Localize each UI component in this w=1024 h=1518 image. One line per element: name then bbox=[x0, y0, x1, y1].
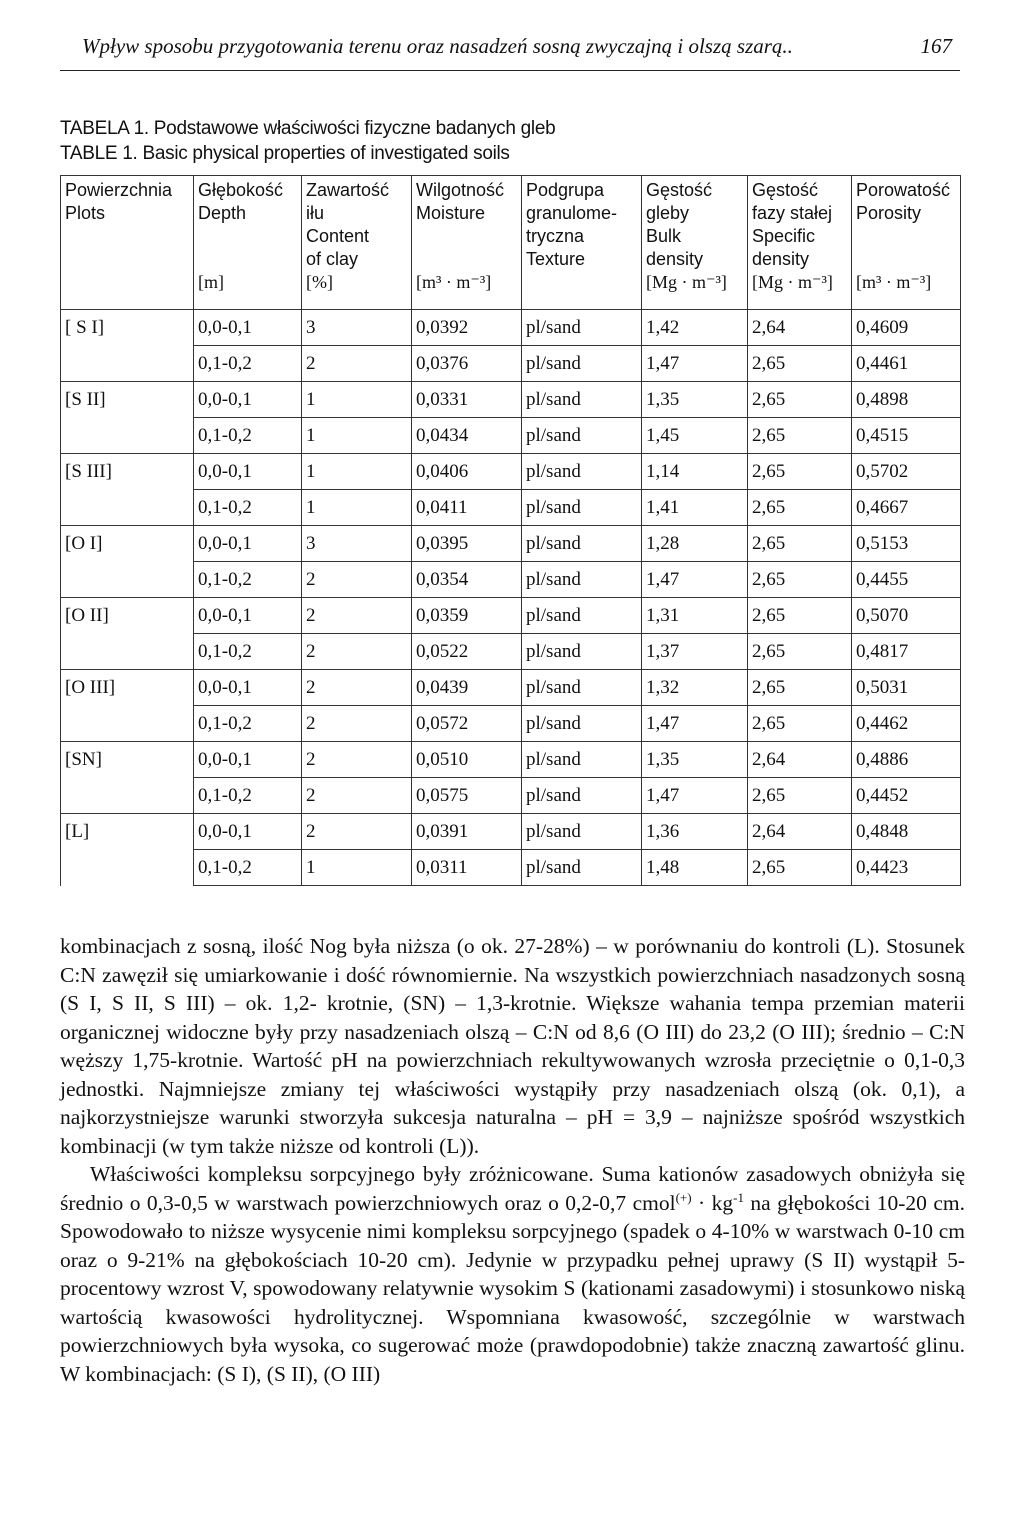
table-cell: 2 bbox=[302, 814, 412, 850]
column-unit: [m³ · m⁻³] bbox=[416, 272, 492, 292]
table-cell: 2,65 bbox=[748, 706, 852, 742]
table-cell: 1 bbox=[302, 418, 412, 454]
superscript: -1 bbox=[733, 1189, 744, 1205]
table-cell: pl/sand bbox=[522, 670, 642, 706]
table-row bbox=[61, 382, 961, 418]
column-header-line: of clay bbox=[306, 249, 359, 269]
table-cell: pl/sand bbox=[522, 454, 642, 490]
column-header-line: gleby bbox=[646, 203, 690, 223]
table-row bbox=[61, 778, 961, 814]
column-header-line: Powierzchnia bbox=[65, 180, 173, 200]
table-cell: 1,45 bbox=[642, 418, 748, 454]
table-cell: 2,64 bbox=[748, 742, 852, 778]
paragraph: kombinacjach z sosną, ilość Nog była niższa (o ok. 27-28%) – w porównaniu do kontroli (L). Stosunek C:N zawęził się umiarkowanie i dość równomiernie. Na wszystkich powierzchniach nasadzonych sosną (S I, S II, S III) – ok. 1,2- krotnie, (SN) – 1,3-krotnie. Większe wahania tempa przemian materii organicznej widoczne były przy nasadzeniach olszą – C:N od 8,6 (O III) do 23,2 (O III); średnio – C:N węższy 1,75-krotnie. Wartość pH na powierzchniach rekultywowanych wzrosła przeciętnie o 0,1-0,3 jednostki. Najmniejsze zmiany tej właściwości wystąpiły przy nasadzeniach olszą (ok. 0,1), a najkorzystniejsze warunki stworzyła sukcesja naturalna – pH = 3,9 – najniższe spośród wszystkich kombinacji (w tym także niższe od kontroli (L)). bbox=[60, 934, 965, 1158]
table-cell: 0,0-0,1 bbox=[194, 670, 302, 706]
soil-properties-table bbox=[60, 175, 961, 886]
column-header-line: iłu bbox=[306, 203, 325, 223]
table-cell: 1 bbox=[302, 454, 412, 490]
column-header bbox=[194, 176, 302, 310]
running-header bbox=[60, 30, 960, 71]
table-caption-en: TABLE 1. Basic physical properties of investigated soils bbox=[60, 143, 510, 164]
table-cell: 1,37 bbox=[642, 634, 748, 670]
column-header-line: tryczna bbox=[526, 226, 585, 246]
column-header bbox=[61, 176, 194, 310]
plot-cell: [L] bbox=[61, 814, 194, 850]
running-title: Wpływ sposobu przygotowania terenu oraz nasadzeń sosną zwyczajną i olszą szarą.. bbox=[82, 34, 793, 58]
column-header bbox=[412, 176, 522, 310]
table-cell: 0,4462 bbox=[852, 706, 961, 742]
column-unit: [%] bbox=[306, 272, 333, 292]
table-cell: 0,0311 bbox=[412, 850, 522, 886]
plot-cell: [O III] bbox=[61, 670, 194, 706]
table-cell: 2 bbox=[302, 634, 412, 670]
table-cell: 0,1-0,2 bbox=[194, 562, 302, 598]
table-row bbox=[61, 814, 961, 850]
table-cell: 0,0331 bbox=[412, 382, 522, 418]
table-cell: 2 bbox=[302, 562, 412, 598]
table-cell: 1,48 bbox=[642, 850, 748, 886]
table-cell: 2,64 bbox=[748, 310, 852, 346]
column-header-line: Porosity bbox=[856, 203, 922, 223]
table-cell: 1,47 bbox=[642, 562, 748, 598]
table-row bbox=[61, 634, 961, 670]
table-row bbox=[61, 598, 961, 634]
table-cell: 0,4817 bbox=[852, 634, 961, 670]
column-header-line: Zawartość bbox=[306, 180, 390, 200]
column-header bbox=[642, 176, 748, 310]
table-cell: 0,1-0,2 bbox=[194, 778, 302, 814]
column-header-line: Wilgotność bbox=[416, 180, 505, 200]
table-cell: 2 bbox=[302, 346, 412, 382]
plot-cell: [O II] bbox=[61, 598, 194, 634]
paragraph-text: na głębokości 10-20 cm. Spowodowało to niższe wysycenie nimi kompleksu sorpcyjnego (spadek o 4-10% w warstwach 0-10 cm oraz o 9-21% na głębokościach 10-20 cm). Jedynie w przypadku pełnej uprawy (S II) wystąpił 5-procentowy wzrost V, spowodowany relatywnie wysokim S (kationami zasadowymi) i stosunkowo niską wartością kwasowości hydrolitycznej. Wspomniana kwasowość, szczególnie w warstwach powierzchniowych była wysoka, co sugerować może (prawdopodobnie) także znaczną zawartość glinu. W kombinacjach: (S I), (S II), (O III) bbox=[60, 1190, 965, 1386]
table-cell: pl/sand bbox=[522, 382, 642, 418]
table-row bbox=[61, 742, 961, 778]
table-cell: 0,0411 bbox=[412, 490, 522, 526]
table-cell: 0,0-0,1 bbox=[194, 526, 302, 562]
table-cell: 0,0575 bbox=[412, 778, 522, 814]
plot-cell bbox=[61, 634, 194, 670]
table-cell: 0,4667 bbox=[852, 490, 961, 526]
table-cell: 0,0510 bbox=[412, 742, 522, 778]
table-cell: 1,47 bbox=[642, 346, 748, 382]
table-cell: 2 bbox=[302, 706, 412, 742]
table-cell: 1,35 bbox=[642, 382, 748, 418]
column-header-line: Porowatość bbox=[856, 180, 951, 200]
table-cell: pl/sand bbox=[522, 598, 642, 634]
column-header-line: fazy stałej bbox=[752, 203, 833, 223]
table-body bbox=[61, 310, 961, 886]
table-header-row bbox=[61, 176, 961, 310]
column-header-line: Moisture bbox=[416, 203, 486, 223]
table-cell: pl/sand bbox=[522, 562, 642, 598]
table-cell: 2,65 bbox=[748, 562, 852, 598]
plot-cell bbox=[61, 346, 194, 382]
table-cell: pl/sand bbox=[522, 310, 642, 346]
column-header-line: density bbox=[646, 249, 704, 269]
table-cell: 0,0-0,1 bbox=[194, 814, 302, 850]
table-cell: 0,0359 bbox=[412, 598, 522, 634]
table-cell: 0,0354 bbox=[412, 562, 522, 598]
table-cell: 2 bbox=[302, 670, 412, 706]
table-row bbox=[61, 706, 961, 742]
table-cell: 1,14 bbox=[642, 454, 748, 490]
paragraph-text: Właściwości kompleksu sorpcyjnego były zróżnicowane. Suma kationów zasadowych obniżyła się średnio o 0,3-0,5 w warstwach powierzchniowych oraz o 0,2-0,7 cmol bbox=[60, 1162, 965, 1215]
table-cell: 0,0-0,1 bbox=[194, 742, 302, 778]
column-unit: [m] bbox=[198, 272, 224, 292]
plot-cell bbox=[61, 562, 194, 598]
column-header-line: Texture bbox=[526, 249, 586, 269]
table-cell: 0,0572 bbox=[412, 706, 522, 742]
table-cell: 0,5702 bbox=[852, 454, 961, 490]
table-cell: 1,35 bbox=[642, 742, 748, 778]
plot-cell bbox=[61, 706, 194, 742]
column-header bbox=[522, 176, 642, 310]
table-cell: 1 bbox=[302, 850, 412, 886]
table-cell: 0,0-0,1 bbox=[194, 310, 302, 346]
table-cell: 1 bbox=[302, 382, 412, 418]
column-header-line: Content bbox=[306, 226, 370, 246]
table-cell: 0,4609 bbox=[852, 310, 961, 346]
table-cell: 2,65 bbox=[748, 634, 852, 670]
table-cell: 2,65 bbox=[748, 850, 852, 886]
table-cell: 0,4848 bbox=[852, 814, 961, 850]
table-cell: 0,5153 bbox=[852, 526, 961, 562]
table-cell: 2,65 bbox=[748, 490, 852, 526]
table-row bbox=[61, 562, 961, 598]
table-cell: 1,32 bbox=[642, 670, 748, 706]
table-cell: 1,28 bbox=[642, 526, 748, 562]
table-row bbox=[61, 310, 961, 346]
table-caption-pl: TABELA 1. Podstawowe właściwości fizyczne badanych gleb bbox=[60, 118, 556, 139]
table-cell: 0,5070 bbox=[852, 598, 961, 634]
column-header-line: Plots bbox=[65, 203, 106, 223]
table-cell: 0,0522 bbox=[412, 634, 522, 670]
plot-cell: [S II] bbox=[61, 382, 194, 418]
paragraph bbox=[60, 1160, 965, 1388]
table-cell: 2,65 bbox=[748, 346, 852, 382]
paragraph-text: · kg bbox=[691, 1190, 734, 1215]
table-cell: 0,1-0,2 bbox=[194, 418, 302, 454]
table-cell: 0,1-0,2 bbox=[194, 634, 302, 670]
column-unit: [Mg · m⁻³] bbox=[646, 272, 727, 292]
table-cell: 3 bbox=[302, 310, 412, 346]
table-cell: pl/sand bbox=[522, 490, 642, 526]
table-cell: 0,0-0,1 bbox=[194, 598, 302, 634]
superscript: (+) bbox=[675, 1189, 692, 1205]
table-cell: 2,65 bbox=[748, 778, 852, 814]
plot-cell bbox=[61, 850, 194, 886]
column-header bbox=[748, 176, 852, 310]
table-cell: 0,4461 bbox=[852, 346, 961, 382]
table-row bbox=[61, 526, 961, 562]
column-header-line: Podgrupa bbox=[526, 180, 605, 200]
column-header-line: Specific bbox=[752, 226, 816, 246]
table-cell: 0,1-0,2 bbox=[194, 850, 302, 886]
table-cell: 0,4423 bbox=[852, 850, 961, 886]
table-cell: pl/sand bbox=[522, 850, 642, 886]
table-cell: pl/sand bbox=[522, 706, 642, 742]
table-cell: 0,0391 bbox=[412, 814, 522, 850]
table-cell: 0,0406 bbox=[412, 454, 522, 490]
table-cell: pl/sand bbox=[522, 778, 642, 814]
table-cell: 2,65 bbox=[748, 382, 852, 418]
table-cell: 0,4455 bbox=[852, 562, 961, 598]
table-cell: 2,64 bbox=[748, 814, 852, 850]
plot-cell: [SN] bbox=[61, 742, 194, 778]
table-cell: 1,47 bbox=[642, 706, 748, 742]
table-cell: 0,5031 bbox=[852, 670, 961, 706]
column-header-line: Gęstość bbox=[752, 180, 819, 200]
table-cell: 0,1-0,2 bbox=[194, 346, 302, 382]
table-cell: 0,4886 bbox=[852, 742, 961, 778]
table-cell: 0,0439 bbox=[412, 670, 522, 706]
table-cell: 0,0-0,1 bbox=[194, 454, 302, 490]
column-header-line: granulome- bbox=[526, 203, 618, 223]
table-cell: pl/sand bbox=[522, 526, 642, 562]
column-unit: [m³ · m⁻³] bbox=[856, 272, 932, 292]
column-header bbox=[302, 176, 412, 310]
table-cell: 2,65 bbox=[748, 598, 852, 634]
plot-cell bbox=[61, 778, 194, 814]
plot-cell: [ S I] bbox=[61, 310, 194, 346]
plot-cell: [S III] bbox=[61, 454, 194, 490]
table-cell: 1,42 bbox=[642, 310, 748, 346]
body-text bbox=[60, 932, 965, 1388]
table-cell: pl/sand bbox=[522, 814, 642, 850]
table-cell: 2,65 bbox=[748, 670, 852, 706]
table-cell: pl/sand bbox=[522, 346, 642, 382]
table-cell: 1,31 bbox=[642, 598, 748, 634]
column-unit: [Mg · m⁻³] bbox=[752, 272, 833, 292]
column-header-line: density bbox=[752, 249, 810, 269]
table-row bbox=[61, 454, 961, 490]
table-cell: 0,0395 bbox=[412, 526, 522, 562]
table-cell: 2,65 bbox=[748, 454, 852, 490]
table-cell: 2,65 bbox=[748, 418, 852, 454]
table-row bbox=[61, 850, 961, 886]
column-header bbox=[852, 176, 961, 310]
plot-cell bbox=[61, 418, 194, 454]
column-header-line: Głębokość bbox=[198, 180, 284, 200]
table-cell: 1 bbox=[302, 490, 412, 526]
table-cell: 2 bbox=[302, 598, 412, 634]
table-cell: pl/sand bbox=[522, 634, 642, 670]
table-row bbox=[61, 670, 961, 706]
table-cell: 1,36 bbox=[642, 814, 748, 850]
table-row bbox=[61, 418, 961, 454]
table-cell: 0,0-0,1 bbox=[194, 382, 302, 418]
table-cell: 0,1-0,2 bbox=[194, 490, 302, 526]
column-header-line: Bulk bbox=[646, 226, 682, 246]
column-header-line: Gęstość bbox=[646, 180, 713, 200]
table-row bbox=[61, 346, 961, 382]
table-cell: pl/sand bbox=[522, 418, 642, 454]
table-cell: 0,4515 bbox=[852, 418, 961, 454]
table-cell: 3 bbox=[302, 526, 412, 562]
table-cell: 0,0392 bbox=[412, 310, 522, 346]
table-cell: 0,0434 bbox=[412, 418, 522, 454]
plot-cell: [O I] bbox=[61, 526, 194, 562]
table-cell: 2 bbox=[302, 778, 412, 814]
table-cell: 0,4452 bbox=[852, 778, 961, 814]
table-cell: 2 bbox=[302, 742, 412, 778]
table-cell: 0,1-0,2 bbox=[194, 706, 302, 742]
table-cell: 2,65 bbox=[748, 526, 852, 562]
table-row bbox=[61, 490, 961, 526]
table-cell: 1,41 bbox=[642, 490, 748, 526]
table-cell: 0,4898 bbox=[852, 382, 961, 418]
table-cell: 0,0376 bbox=[412, 346, 522, 382]
table-cell: pl/sand bbox=[522, 742, 642, 778]
table-cell: 1,47 bbox=[642, 778, 748, 814]
plot-cell bbox=[61, 490, 194, 526]
page-number: 167 bbox=[920, 34, 952, 58]
column-header-line: Depth bbox=[198, 203, 247, 223]
